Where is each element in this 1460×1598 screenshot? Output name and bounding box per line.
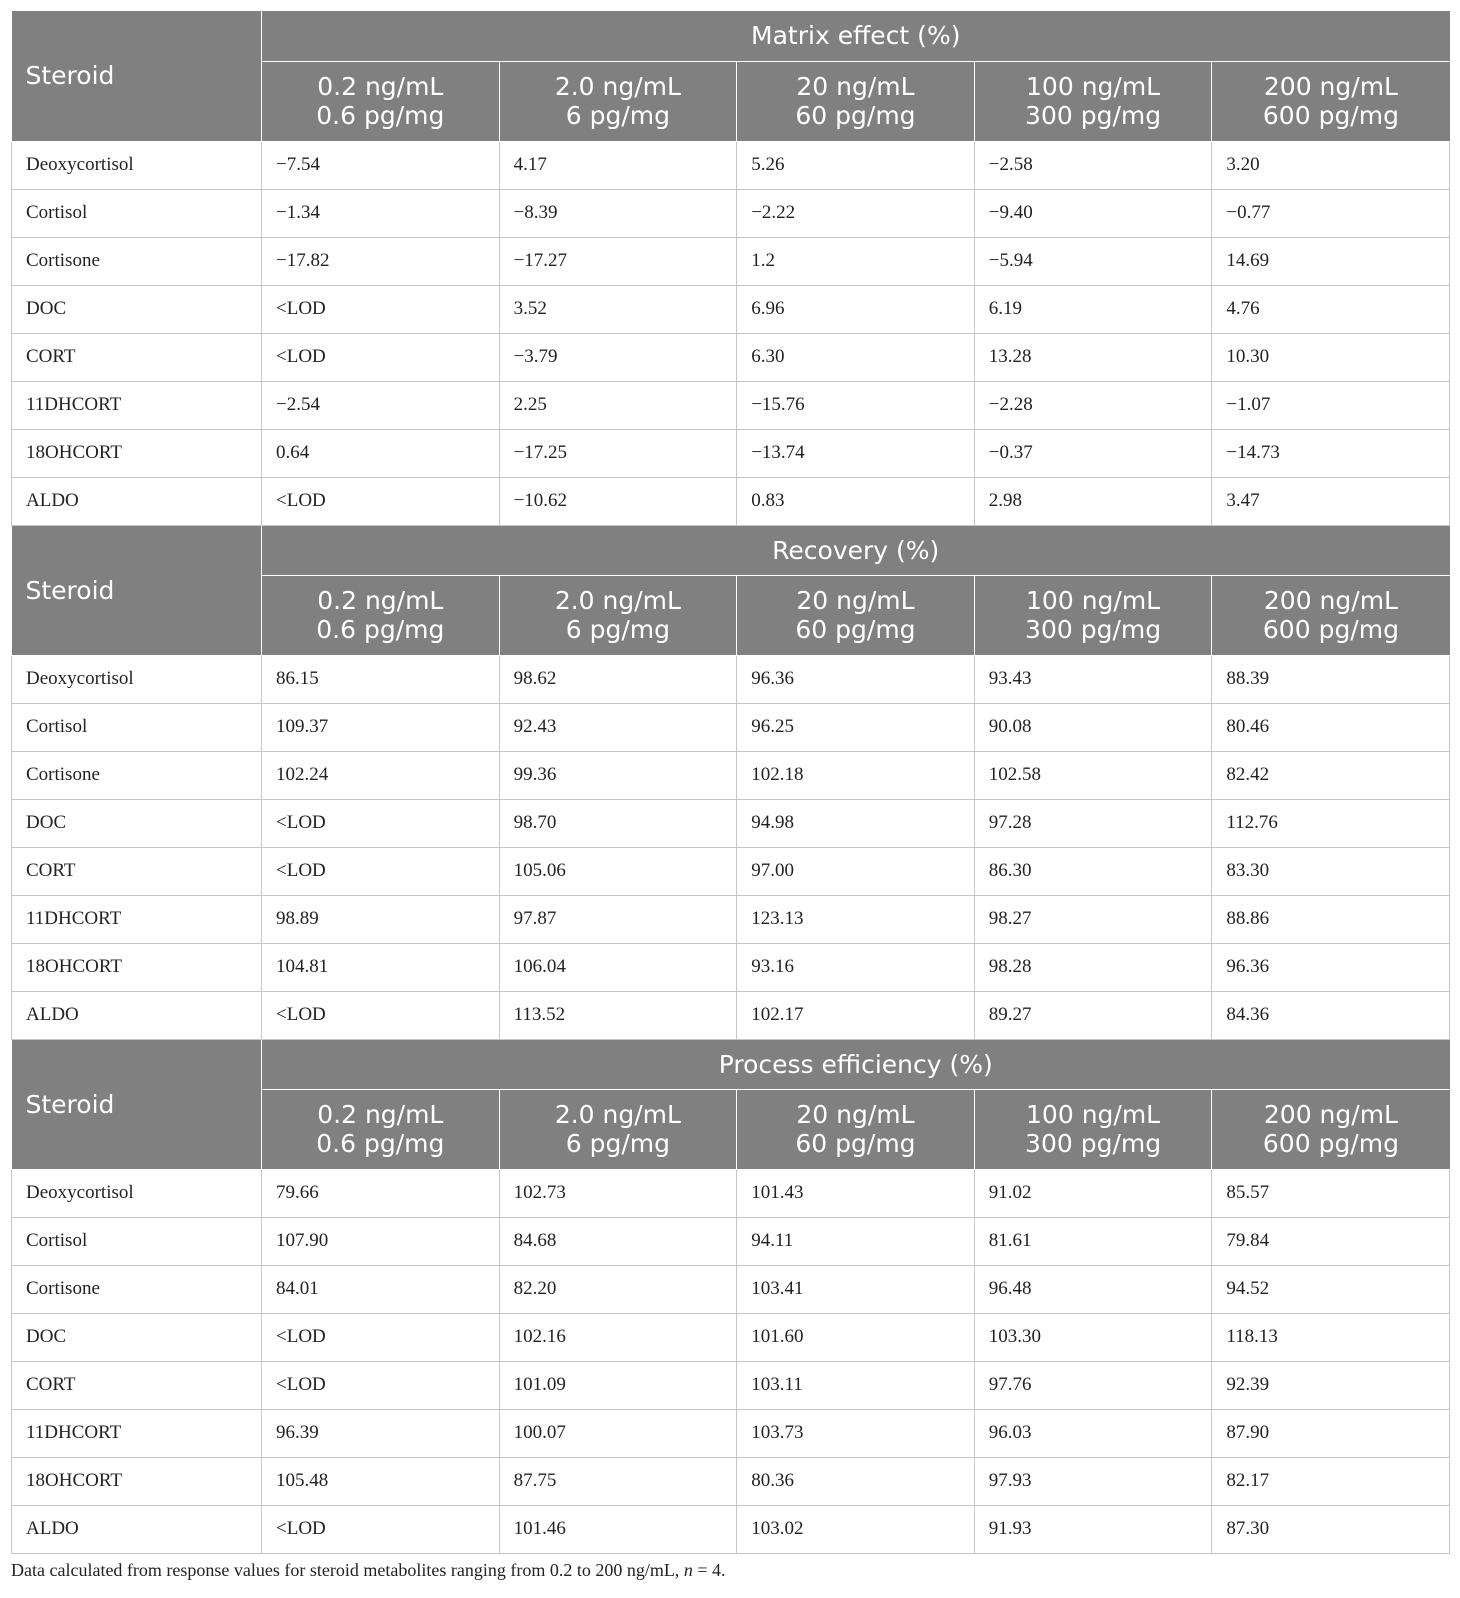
- value-cell: 105.06: [499, 847, 737, 895]
- concentration-ngml: 200 ng/mL: [1263, 1100, 1398, 1129]
- table-row: [12, 943, 1450, 991]
- table-footnote: [11, 1560, 725, 1581]
- steroid-name-cell: 18OHCORT: [12, 943, 262, 991]
- value-cell: 92.39: [1212, 1361, 1450, 1409]
- value-cell: −2.22: [737, 189, 975, 237]
- value-cell: 89.27: [974, 991, 1212, 1039]
- value-cell: 113.52: [499, 991, 737, 1039]
- concentration-header: [974, 1089, 1212, 1169]
- steroid-name-cell: Deoxycortisol: [12, 655, 262, 703]
- value-cell: 13.28: [974, 333, 1212, 381]
- value-cell: 3.52: [499, 285, 737, 333]
- concentration-ngml: 20 ng/mL: [796, 586, 915, 615]
- value-cell: 85.57: [1212, 1169, 1450, 1217]
- value-cell: −14.73: [1212, 429, 1450, 477]
- section-body: [12, 1169, 1450, 1553]
- concentration-header: [262, 1089, 500, 1169]
- concentration-pgmg: 300 pg/mg: [1025, 101, 1162, 130]
- value-cell: 10.30: [1212, 333, 1450, 381]
- value-cell: 1.2: [737, 237, 975, 285]
- table-row: [12, 1361, 1450, 1409]
- value-cell: 105.48: [262, 1457, 500, 1505]
- value-cell: 87.90: [1212, 1409, 1450, 1457]
- value-cell: 88.86: [1212, 895, 1450, 943]
- value-cell: 90.08: [974, 703, 1212, 751]
- concentration-pgmg: 300 pg/mg: [1025, 615, 1162, 644]
- value-cell: 4.76: [1212, 285, 1450, 333]
- section-header: [12, 11, 1450, 141]
- value-cell: 2.25: [499, 381, 737, 429]
- concentration-ngml: 0.2 ng/mL: [317, 586, 444, 615]
- concentration-pgmg: 60 pg/mg: [795, 615, 916, 644]
- value-cell: <LOD: [262, 477, 500, 525]
- value-cell: 0.64: [262, 429, 500, 477]
- section-header: [12, 1039, 1450, 1169]
- concentration-header: [1212, 575, 1450, 655]
- steroid-name-cell: Cortisol: [12, 1217, 262, 1265]
- value-cell: −3.79: [499, 333, 737, 381]
- table-row: [12, 333, 1450, 381]
- steroid-name-cell: Cortisone: [12, 237, 262, 285]
- value-cell: −7.54: [262, 141, 500, 189]
- value-cell: 0.83: [737, 477, 975, 525]
- value-cell: 102.58: [974, 751, 1212, 799]
- table-row: [12, 991, 1450, 1039]
- concentration-pgmg: 300 pg/mg: [1025, 1129, 1162, 1158]
- concentration-header: [1212, 1089, 1450, 1169]
- steroid-name-cell: Deoxycortisol: [12, 141, 262, 189]
- table-row: [12, 1313, 1450, 1361]
- table-row: [12, 141, 1450, 189]
- steroid-name-cell: ALDO: [12, 1505, 262, 1553]
- value-cell: 84.01: [262, 1265, 500, 1313]
- table-row: [12, 381, 1450, 429]
- steroid-name-cell: CORT: [12, 1361, 262, 1409]
- value-cell: <LOD: [262, 333, 500, 381]
- value-cell: 94.52: [1212, 1265, 1450, 1313]
- steroid-data-table: [11, 11, 1450, 1554]
- value-cell: <LOD: [262, 285, 500, 333]
- table-row: [12, 847, 1450, 895]
- concentration-pgmg: 6 pg/mg: [565, 615, 671, 644]
- table-row: [12, 1265, 1450, 1313]
- value-cell: 96.25: [737, 703, 975, 751]
- steroid-name-cell: 11DHCORT: [12, 1409, 262, 1457]
- section-body: [12, 655, 1450, 1039]
- value-cell: 103.30: [974, 1313, 1212, 1361]
- steroid-name-cell: Deoxycortisol: [12, 1169, 262, 1217]
- table-row: [12, 477, 1450, 525]
- value-cell: 94.11: [737, 1217, 975, 1265]
- value-cell: 98.62: [499, 655, 737, 703]
- table-row: [12, 1409, 1450, 1457]
- value-cell: 82.17: [1212, 1457, 1450, 1505]
- value-cell: 87.75: [499, 1457, 737, 1505]
- value-cell: 102.18: [737, 751, 975, 799]
- concentration-ngml: 2.0 ng/mL: [554, 586, 681, 615]
- concentration-pgmg: 6 pg/mg: [565, 101, 671, 130]
- value-cell: 101.60: [737, 1313, 975, 1361]
- footnote-text: Data calculated from response values for steroid metabolites ranging from 0.2 to 200 ng/mL,: [11, 1560, 684, 1580]
- table-row: [12, 429, 1450, 477]
- value-cell: 4.17: [499, 141, 737, 189]
- concentration-pgmg: 600 pg/mg: [1262, 101, 1399, 130]
- value-cell: 109.37: [262, 703, 500, 751]
- concentration-pgmg: 60 pg/mg: [795, 1129, 916, 1158]
- value-cell: 93.16: [737, 943, 975, 991]
- value-cell: 14.69: [1212, 237, 1450, 285]
- value-cell: 6.96: [737, 285, 975, 333]
- table-row: [12, 1217, 1450, 1265]
- table-row: [12, 751, 1450, 799]
- value-cell: 107.90: [262, 1217, 500, 1265]
- value-cell: −15.76: [737, 381, 975, 429]
- value-cell: −17.82: [262, 237, 500, 285]
- steroid-name-cell: DOC: [12, 1313, 262, 1361]
- value-cell: 98.89: [262, 895, 500, 943]
- value-cell: −2.58: [974, 141, 1212, 189]
- value-cell: 91.93: [974, 1505, 1212, 1553]
- value-cell: 80.36: [737, 1457, 975, 1505]
- table-row: [12, 703, 1450, 751]
- value-cell: −0.77: [1212, 189, 1450, 237]
- concentration-header: [737, 61, 975, 141]
- value-cell: 79.66: [262, 1169, 500, 1217]
- steroid-column-header: Steroid: [12, 1039, 262, 1169]
- value-cell: 81.61: [974, 1217, 1212, 1265]
- section-title: Process efficiency (%): [262, 1039, 1450, 1089]
- value-cell: 6.30: [737, 333, 975, 381]
- value-cell: 104.81: [262, 943, 500, 991]
- value-cell: 98.70: [499, 799, 737, 847]
- value-cell: 101.46: [499, 1505, 737, 1553]
- steroid-name-cell: 18OHCORT: [12, 1457, 262, 1505]
- value-cell: 91.02: [974, 1169, 1212, 1217]
- concentration-pgmg: 0.6 pg/mg: [316, 1129, 445, 1158]
- value-cell: −10.62: [499, 477, 737, 525]
- value-cell: −8.39: [499, 189, 737, 237]
- value-cell: 96.48: [974, 1265, 1212, 1313]
- value-cell: <LOD: [262, 847, 500, 895]
- concentration-ngml: 20 ng/mL: [796, 72, 915, 101]
- value-cell: 97.76: [974, 1361, 1212, 1409]
- section-title: Matrix effect (%): [262, 11, 1450, 61]
- concentration-ngml: 100 ng/mL: [1026, 72, 1161, 101]
- steroid-name-cell: DOC: [12, 799, 262, 847]
- value-cell: 100.07: [499, 1409, 737, 1457]
- concentration-ngml: 2.0 ng/mL: [554, 72, 681, 101]
- concentration-ngml: 0.2 ng/mL: [317, 1100, 444, 1129]
- value-cell: 102.16: [499, 1313, 737, 1361]
- value-cell: 123.13: [737, 895, 975, 943]
- table-row: [12, 655, 1450, 703]
- value-cell: 3.20: [1212, 141, 1450, 189]
- value-cell: 102.73: [499, 1169, 737, 1217]
- value-cell: 88.39: [1212, 655, 1450, 703]
- value-cell: 84.36: [1212, 991, 1450, 1039]
- steroid-name-cell: ALDO: [12, 991, 262, 1039]
- value-cell: −17.27: [499, 237, 737, 285]
- steroid-name-cell: Cortisone: [12, 751, 262, 799]
- value-cell: 96.39: [262, 1409, 500, 1457]
- table-row: [12, 1169, 1450, 1217]
- concentration-header: [737, 575, 975, 655]
- value-cell: 6.19: [974, 285, 1212, 333]
- value-cell: 84.68: [499, 1217, 737, 1265]
- value-cell: 97.93: [974, 1457, 1212, 1505]
- value-cell: 96.36: [737, 655, 975, 703]
- steroid-name-cell: 11DHCORT: [12, 381, 262, 429]
- concentration-header: [1212, 61, 1450, 141]
- concentration-ngml: 20 ng/mL: [796, 1100, 915, 1129]
- value-cell: −1.07: [1212, 381, 1450, 429]
- value-cell: −2.54: [262, 381, 500, 429]
- value-cell: 103.73: [737, 1409, 975, 1457]
- value-cell: 5.26: [737, 141, 975, 189]
- value-cell: 87.30: [1212, 1505, 1450, 1553]
- table-row: [12, 285, 1450, 333]
- value-cell: 102.24: [262, 751, 500, 799]
- value-cell: −17.25: [499, 429, 737, 477]
- data-table-container: [11, 11, 1449, 1554]
- table-row: [12, 189, 1450, 237]
- value-cell: 103.41: [737, 1265, 975, 1313]
- steroid-name-cell: 18OHCORT: [12, 429, 262, 477]
- table-row: [12, 237, 1450, 285]
- concentration-header: [974, 61, 1212, 141]
- value-cell: 99.36: [499, 751, 737, 799]
- section-header: [12, 525, 1450, 655]
- value-cell: <LOD: [262, 1361, 500, 1409]
- value-cell: <LOD: [262, 1505, 500, 1553]
- concentration-header: [262, 61, 500, 141]
- steroid-name-cell: Cortisol: [12, 703, 262, 751]
- value-cell: 83.30: [1212, 847, 1450, 895]
- steroid-name-cell: 11DHCORT: [12, 895, 262, 943]
- concentration-ngml: 200 ng/mL: [1263, 586, 1398, 615]
- value-cell: 96.36: [1212, 943, 1450, 991]
- value-cell: 96.03: [974, 1409, 1212, 1457]
- steroid-name-cell: DOC: [12, 285, 262, 333]
- table-row: [12, 1505, 1450, 1553]
- value-cell: <LOD: [262, 991, 500, 1039]
- table-row: [12, 799, 1450, 847]
- value-cell: 118.13: [1212, 1313, 1450, 1361]
- value-cell: 86.15: [262, 655, 500, 703]
- value-cell: 92.43: [499, 703, 737, 751]
- value-cell: 103.02: [737, 1505, 975, 1553]
- value-cell: −1.34: [262, 189, 500, 237]
- value-cell: 98.27: [974, 895, 1212, 943]
- concentration-ngml: 100 ng/mL: [1026, 586, 1161, 615]
- steroid-name-cell: ALDO: [12, 477, 262, 525]
- value-cell: 101.43: [737, 1169, 975, 1217]
- value-cell: 103.11: [737, 1361, 975, 1409]
- value-cell: 3.47: [1212, 477, 1450, 525]
- steroid-name-cell: CORT: [12, 847, 262, 895]
- concentration-pgmg: 0.6 pg/mg: [316, 101, 445, 130]
- value-cell: −0.37: [974, 429, 1212, 477]
- value-cell: −9.40: [974, 189, 1212, 237]
- concentration-header: [262, 575, 500, 655]
- concentration-ngml: 100 ng/mL: [1026, 1100, 1161, 1129]
- steroid-column-header: Steroid: [12, 525, 262, 655]
- value-cell: −13.74: [737, 429, 975, 477]
- value-cell: 106.04: [499, 943, 737, 991]
- steroid-name-cell: Cortisol: [12, 189, 262, 237]
- concentration-header: [499, 575, 737, 655]
- concentration-header: [737, 1089, 975, 1169]
- footnote-text-end: = 4.: [692, 1560, 726, 1580]
- value-cell: 86.30: [974, 847, 1212, 895]
- steroid-name-cell: CORT: [12, 333, 262, 381]
- table-row: [12, 895, 1450, 943]
- value-cell: 102.17: [737, 991, 975, 1039]
- steroid-column-header: Steroid: [12, 11, 262, 141]
- concentration-pgmg: 60 pg/mg: [795, 101, 916, 130]
- section-title: Recovery (%): [262, 525, 1450, 575]
- value-cell: 82.20: [499, 1265, 737, 1313]
- value-cell: 82.42: [1212, 751, 1450, 799]
- concentration-header: [974, 575, 1212, 655]
- value-cell: 112.76: [1212, 799, 1450, 847]
- value-cell: <LOD: [262, 1313, 500, 1361]
- concentration-ngml: 2.0 ng/mL: [554, 1100, 681, 1129]
- concentration-pgmg: 600 pg/mg: [1262, 1129, 1399, 1158]
- value-cell: 79.84: [1212, 1217, 1450, 1265]
- section-body: [12, 141, 1450, 525]
- concentration-ngml: 0.2 ng/mL: [317, 72, 444, 101]
- value-cell: −2.28: [974, 381, 1212, 429]
- value-cell: 97.28: [974, 799, 1212, 847]
- steroid-name-cell: Cortisone: [12, 1265, 262, 1313]
- value-cell: 93.43: [974, 655, 1212, 703]
- concentration-pgmg: 0.6 pg/mg: [316, 615, 445, 644]
- value-cell: <LOD: [262, 799, 500, 847]
- value-cell: 97.87: [499, 895, 737, 943]
- value-cell: 80.46: [1212, 703, 1450, 751]
- value-cell: 94.98: [737, 799, 975, 847]
- value-cell: 97.00: [737, 847, 975, 895]
- footnote-n: n: [683, 1560, 693, 1580]
- concentration-pgmg: 600 pg/mg: [1262, 615, 1399, 644]
- concentration-header: [499, 1089, 737, 1169]
- concentration-header: [499, 61, 737, 141]
- value-cell: −5.94: [974, 237, 1212, 285]
- value-cell: 2.98: [974, 477, 1212, 525]
- concentration-ngml: 200 ng/mL: [1263, 72, 1398, 101]
- table-row: [12, 1457, 1450, 1505]
- value-cell: 101.09: [499, 1361, 737, 1409]
- concentration-pgmg: 6 pg/mg: [565, 1129, 671, 1158]
- value-cell: 98.28: [974, 943, 1212, 991]
